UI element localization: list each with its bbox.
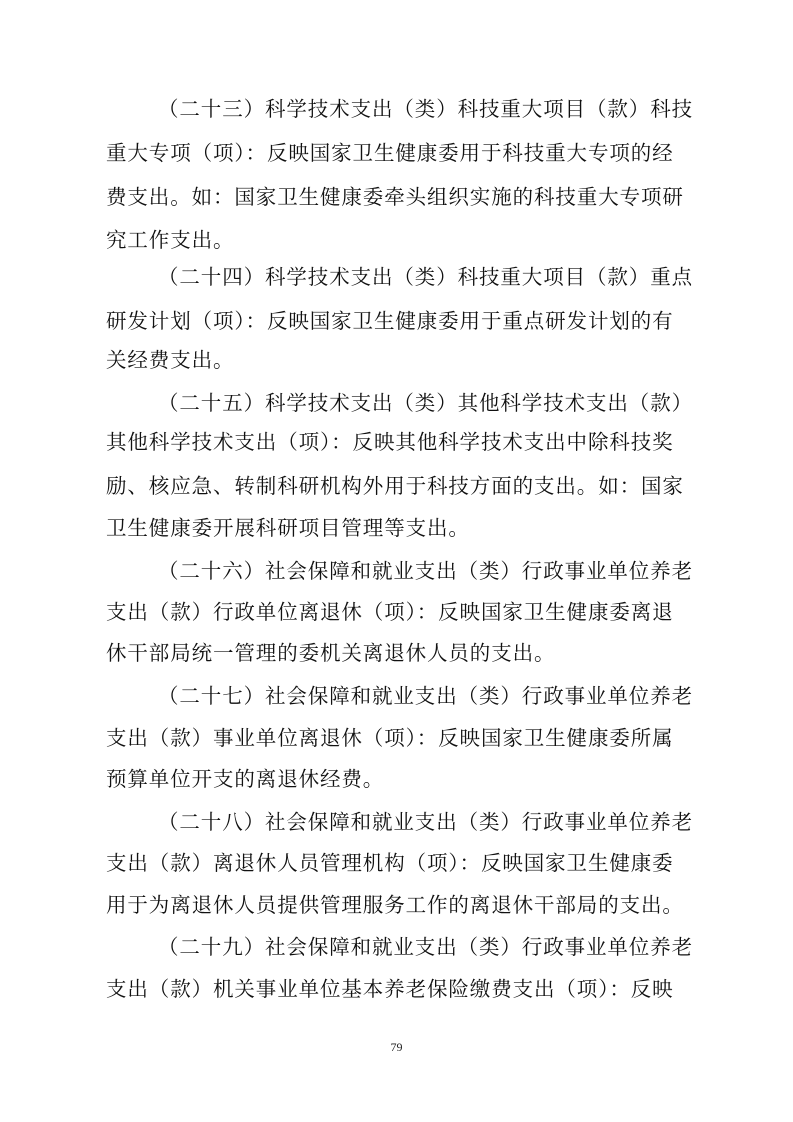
text-line: 费支出。如：国家卫生健康委牵头组织实施的科技重大专项研 xyxy=(106,185,684,209)
text-line: 用于为离退休人员提供管理服务工作的离退休干部局的支出。 xyxy=(106,893,684,917)
text-line: （二十三）科学技术支出（类）科技重大项目（款）科技 xyxy=(158,97,693,121)
text-line: 研发计划（项）：反映国家卫生健康委用于重点研发计划的有 xyxy=(106,309,674,333)
text-line: （二十五）科学技术支出（类）其他科学技术支出（款） xyxy=(158,391,693,415)
page-number: 79 xyxy=(390,1040,403,1054)
text-line: 支出（款）事业单位离退休（项）：反映国家卫生健康委所属 xyxy=(106,726,674,750)
text-line: （二十七）社会保障和就业支出（类）行政事业单位养老 xyxy=(158,684,693,708)
text-line: 重大专项（项）：反映国家卫生健康委用于科技重大专项的经 xyxy=(106,141,674,165)
text-line: 支出（款）行政单位离退休（项）：反映国家卫生健康委离退 xyxy=(106,600,674,624)
text-line: 卫生健康委开展科研项目管理等支出。 xyxy=(106,516,470,540)
text-line: 励、核应急、转制科研机构外用于科技方面的支出。如：国家 xyxy=(106,474,684,498)
text-line: 关经费支出。 xyxy=(106,348,235,372)
text-line: 支出（款）机关事业单位基本养老保险缴费支出（项）：反映 xyxy=(106,977,674,1001)
text-line: 其他科学技术支出（项）：反映其他科学技术支出中除科技奖 xyxy=(106,430,674,454)
text-line: （二十九）社会保障和就业支出（类）行政事业单位养老 xyxy=(158,935,693,959)
text-line: 支出（款）离退休人员管理机构（项）：反映国家卫生健康委 xyxy=(106,851,674,875)
text-line: （二十六）社会保障和就业支出（类）行政事业单位养老 xyxy=(158,559,693,583)
text-line: 预算单位开支的离退休经费。 xyxy=(106,767,385,791)
text-line: 休干部局统一管理的委机关离退休人员的支出。 xyxy=(106,641,556,665)
text-line: （二十四）科学技术支出（类）科技重大项目（款）重点 xyxy=(158,265,693,289)
text-line: 究工作支出。 xyxy=(106,228,235,252)
text-line: （二十八）社会保障和就业支出（类）行政事业单位养老 xyxy=(158,810,693,834)
